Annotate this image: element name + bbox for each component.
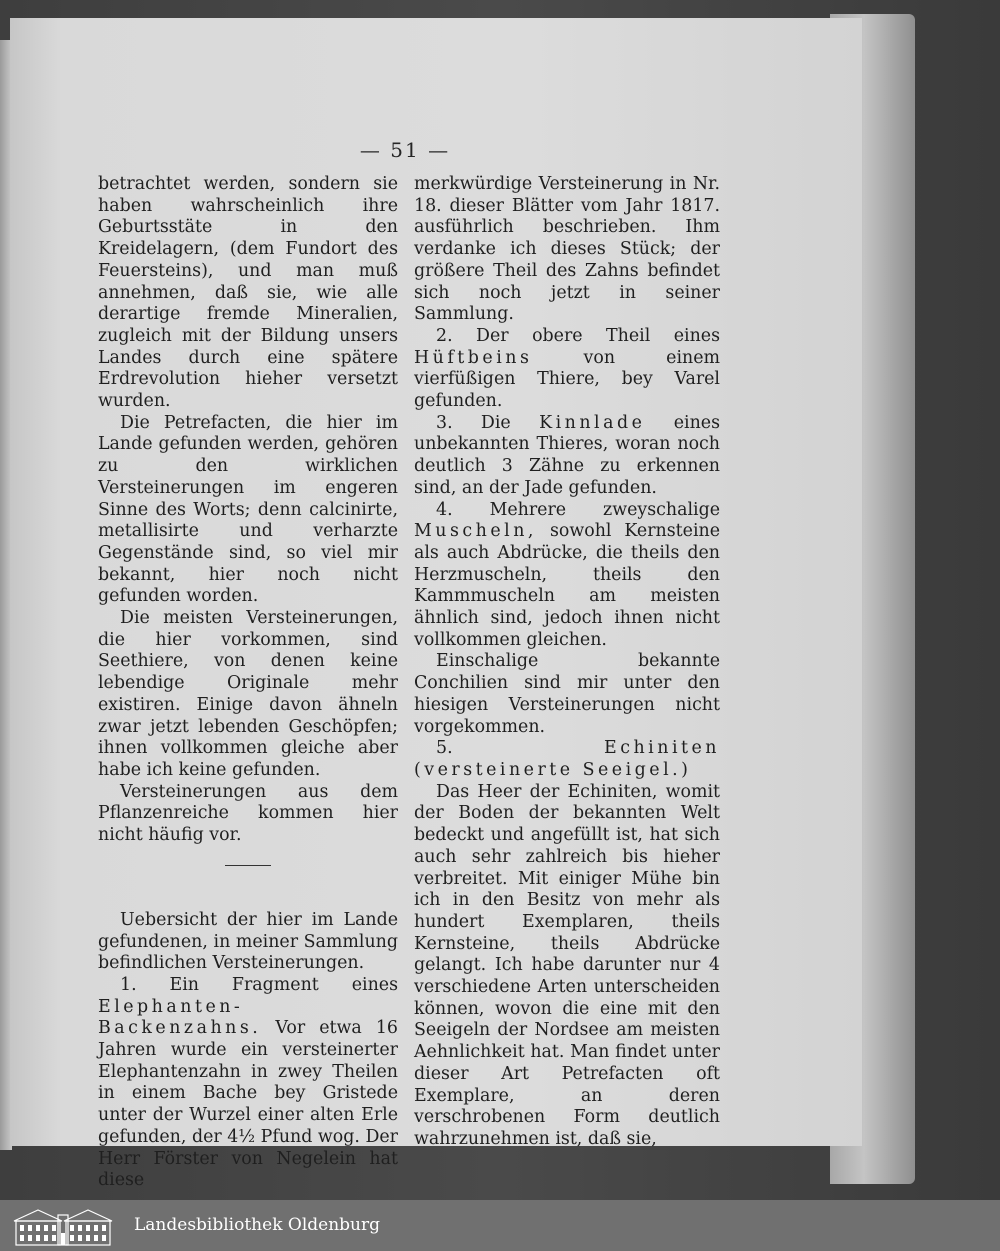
paragraph: betrachtet werden, sondern sie haben wahrscheinlich ihre Geburtsstäte in den Kreidelagern, (dem Fundort des Feuersteins), und man muß annehmen, daß sie, wie alle derartige fremde Mineralien, zugleich mit der Bildung unsers Landes durch eine spätere Erdrevolution hieher versetzt wurden.	[98, 174, 398, 412]
paragraph: Das Heer der Echiniten, womit der Boden der bekannten Welt bedeckt und angefüllt ist, hat sich auch sehr zahlreich bis hieher verbreitet. Mit einiger Mühe bin ich in den Besitz von mehr als hundert Exemplaren, theils Kernsteine, theils Abdrücke gelangt. Ich habe darunter nur 4 verschiedene Arten unterscheiden können, wovon die eine mit den Seeigeln der Nordsee am meisten Aehnlichkeit hat. Man findet unter dieser Art Petrefacten oft Exemplare, an deren verschrobenen Form deutlich wahrzunehmen ist, daß sie,	[414, 781, 720, 1149]
item-text: (versteinerte Seeigel.)	[414, 759, 692, 780]
paragraph: Die Petrefacten, die hier im Lande gefunden werden, gehören zu den wirklichen Versteinerungen im engeren Sinne des Worts; denn calcinirte, metallisirte und verharzte Gegenstände sind, so viel mir bekannt, hier noch nicht gefunden worden.	[98, 412, 398, 607]
book-page	[10, 18, 862, 1191]
paragraph: merkwürdige Versteinerung in Nr. 18. dieser Blätter vom Jahr 1817. ausführlich beschrieben. Ihm verdanke ich dieses Stück; der größere Theil des Zahns befindet sich noch jetzt in seiner Sammlung.	[414, 174, 720, 325]
item-number: 3. Die	[436, 412, 511, 433]
item-text: eines unbekannten Thieres, woran noch deutlich 3 Zähne zu erkennen sind, an der Jade gefunden.	[414, 412, 721, 498]
item-term: Echiniten	[604, 738, 720, 759]
item-term: Elephanten-Backenzahns.	[98, 996, 262, 1039]
list-item	[414, 413, 720, 500]
left-column	[98, 174, 398, 1192]
item-term: Kinnlade	[539, 412, 646, 433]
page-number: — 51 —	[359, 138, 451, 162]
paragraph: Die meisten Versteinerungen, die hier vorkommen, sind Seethiere, von denen keine lebendige Originale mehr existiren. Einige davon ähneln zwar jetzt lebenden Geschöpfen; ihnen vollkommen gleiche aber habe ich keine gefunden.	[98, 608, 398, 780]
right-column	[414, 174, 720, 1151]
list-item	[98, 975, 398, 1192]
list-item	[414, 738, 720, 781]
list-item	[414, 500, 720, 652]
list-item	[414, 326, 720, 413]
item-term: Hüftbeins	[414, 347, 533, 368]
item-number: 4. Mehrere zweyschalige	[436, 499, 720, 520]
section-divider	[225, 865, 271, 866]
paragraph: Einschalige bekannte Conchilien sind mir unter den hiesigen Versteinerungen nicht vorgekommen.	[414, 651, 720, 737]
item-number: 5.	[436, 738, 453, 759]
item-text: sowohl Kernsteine als auch Abdrücke, die theils den Herzmuscheln, theils den Kammmuscheln am meisten ähnlich sind, jedoch ihnen nicht vollkommen gleichen.	[414, 521, 720, 650]
library-building-icon	[8, 1205, 120, 1247]
item-number: 2. Der obere Theil eines	[436, 325, 720, 346]
institution-name: Landesbibliothek Oldenburg	[134, 1215, 381, 1235]
paragraph: Versteinerungen aus dem Pflanzenreiche kommen hier nicht häufig vor.	[98, 781, 398, 846]
item-term: Muscheln,	[414, 521, 537, 542]
item-text: von einem vierfüßigen Thiere, bey Varel gefunden.	[414, 347, 721, 412]
item-number: 1. Ein Fragment eines	[120, 974, 398, 995]
section-heading: Uebersicht der hier im Lande gefundenen, in meiner Sammlung befindlichen Versteinerungen.	[98, 909, 398, 974]
footer-bar	[0, 1200, 1000, 1251]
item-text: Vor etwa 16 Jahren wurde ein versteinerter Elephantenzahn in zwey Theilen in einem Bache bey Gristede unter der Wurzel einer alten Erle gefunden, der 4½ Pfund wog. Der Herr Förster von Negelein hat diese	[98, 1018, 398, 1191]
